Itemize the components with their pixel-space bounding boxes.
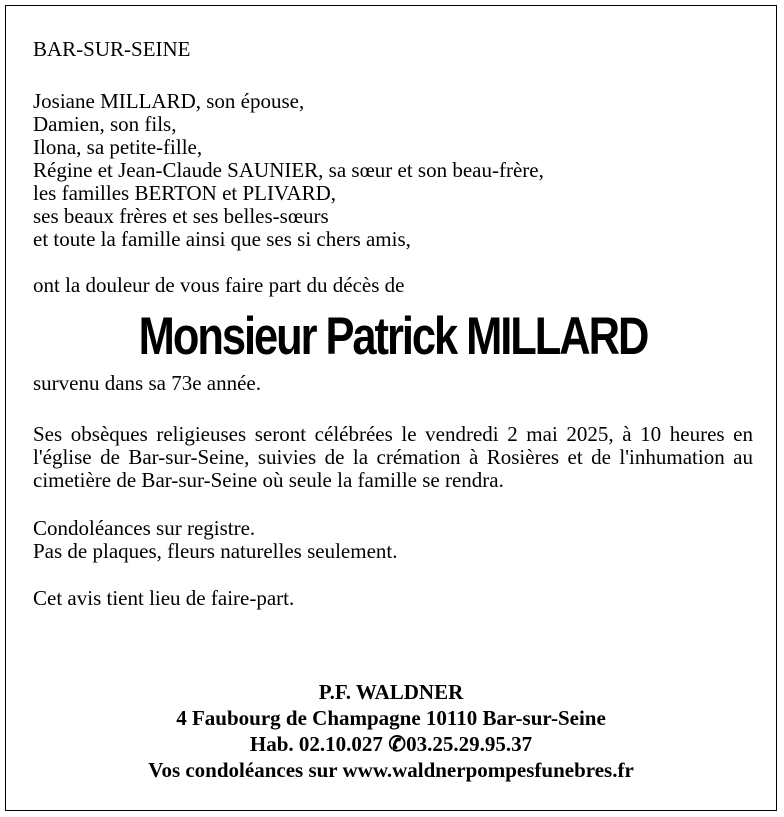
habilitation-number: Hab. 02.10.027	[249, 732, 383, 756]
funeral-details: Ses obsèques religieuses seront célébrées le vendredi 2 mai 2025, à 10 heures en l'église de Bar-sur-Seine, suivies de la crémation à Rosières et de l'inhumation au cimetière de Bar-sur-Seine où seule la famille se rendra.	[33, 422, 753, 492]
condolence-info	[33, 517, 753, 563]
deceased-name: Monsieur Patrick MILLARD	[138, 307, 648, 366]
flowers-line: Pas de plaques, fleurs naturelles seulement.	[33, 539, 398, 563]
city-heading	[33, 38, 753, 61]
closing-text	[33, 587, 753, 610]
funeral-home-contact	[6, 731, 776, 757]
notice-body	[33, 38, 753, 610]
family-line: ses beaux frères et ses belles-sœurs	[33, 204, 329, 228]
telephone-icon: ✆	[388, 732, 406, 756]
funeral-home-address: 4 Faubourg de Champagne 10110 Bar-sur-Seine	[176, 706, 606, 730]
family-line: Régine et Jean-Claude SAUNIER, sa sœur et son beau-frère,	[33, 158, 544, 182]
family-list	[33, 90, 753, 251]
family-line: et toute la famille ainsi que ses si chers amis,	[33, 227, 411, 251]
closing-line: Cet avis tient lieu de faire-part.	[33, 586, 295, 610]
city-name: BAR-SUR-SEINE	[33, 37, 191, 61]
phone-number[interactable]: 03.25.29.95.37	[406, 732, 533, 756]
website-line[interactable]: Vos condoléances sur www.waldnerpompesfunebres.fr	[148, 758, 634, 782]
age-line: survenu dans sa 73e année.	[33, 371, 262, 395]
condolence-line: Condoléances sur registre.	[33, 516, 256, 540]
announcement-text	[33, 274, 753, 297]
family-line: les familles BERTON et PLIVARD,	[33, 181, 337, 205]
funeral-home-name: P.F. WALDNER	[318, 680, 464, 704]
family-line: Ilona, sa petite-fille,	[33, 135, 203, 159]
family-line: Damien, son fils,	[33, 112, 177, 136]
age-text	[33, 372, 753, 395]
obituary-notice	[5, 5, 777, 811]
announcement-line: ont la douleur de vous faire part du décès de	[33, 273, 405, 297]
funeral-home-footer	[6, 679, 776, 783]
family-line: Josiane MILLARD, son épouse,	[33, 89, 305, 113]
